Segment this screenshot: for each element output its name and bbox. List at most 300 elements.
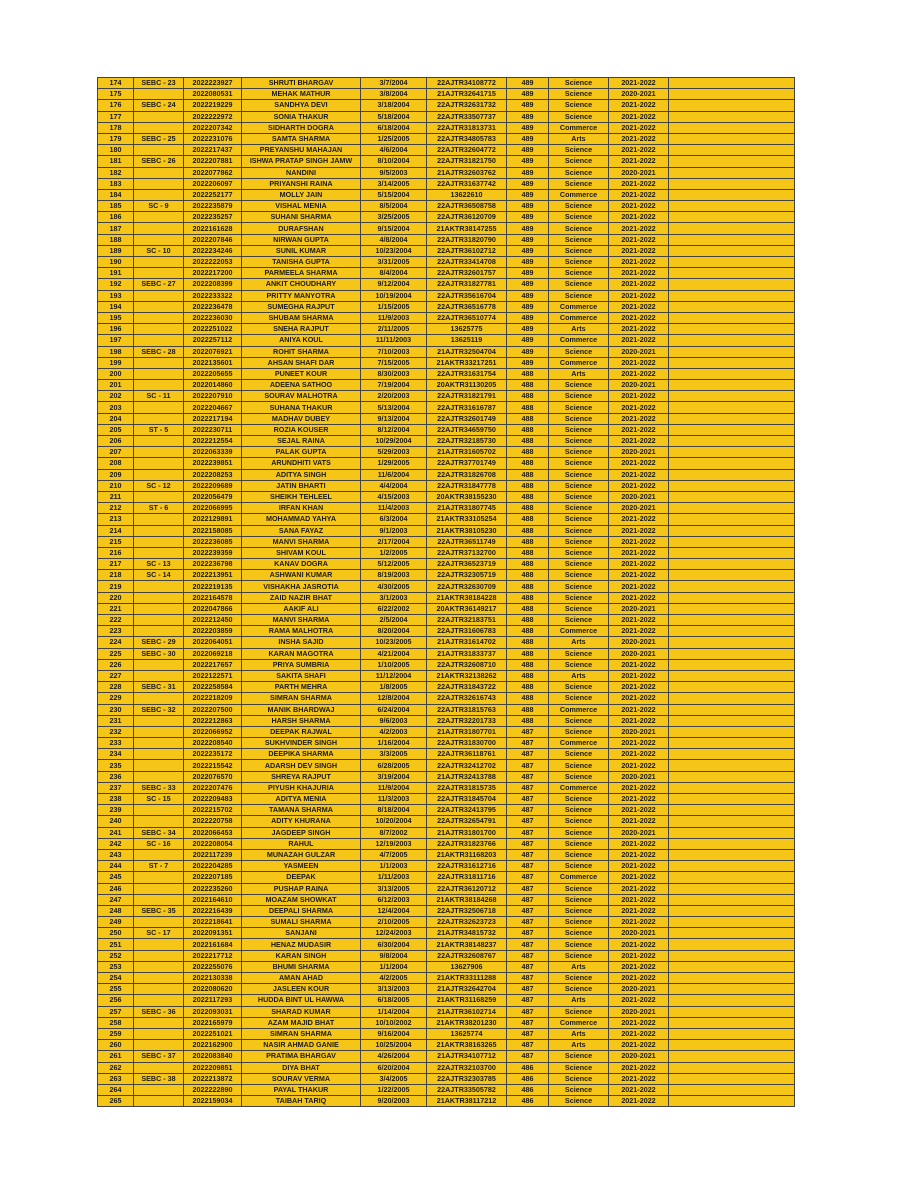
stream-cell: Science: [549, 749, 609, 760]
student-name-cell: PAYAL THAKUR: [242, 1084, 361, 1095]
serial-number-cell: 183: [98, 178, 134, 189]
roll-number-cell: 22AJTR32601757: [427, 268, 507, 279]
category-rank-cell: SEBC - 28: [134, 346, 184, 357]
marks-cell: 489: [507, 122, 549, 133]
session-cell: 2020-2021: [609, 603, 669, 614]
date-of-birth-cell: 5/15/2004: [361, 189, 427, 200]
date-of-birth-cell: 2/10/2005: [361, 917, 427, 928]
date-of-birth-cell: 11/9/2003: [361, 312, 427, 323]
category-rank-cell: SEBC - 31: [134, 682, 184, 693]
roll-number-cell: 22AJTR31821750: [427, 156, 507, 167]
serial-number-cell: 261: [98, 1051, 134, 1062]
session-cell: 2021-2022: [609, 961, 669, 972]
serial-number-cell: 174: [98, 78, 134, 89]
date-of-birth-cell: 9/5/2003: [361, 167, 427, 178]
roll-number-cell: 21AJTR31833737: [427, 648, 507, 659]
registration-number-cell: 2022222890: [184, 1084, 242, 1095]
empty-cell: [669, 122, 795, 133]
table-row: [98, 1040, 795, 1051]
serial-number-cell: 238: [98, 794, 134, 805]
stream-cell: Science: [549, 939, 609, 950]
session-cell: 2020-2021: [609, 771, 669, 782]
table-row: [98, 78, 795, 89]
date-of-birth-cell: 5/29/2003: [361, 447, 427, 458]
table-row: [98, 156, 795, 167]
marks-cell: 487: [507, 782, 549, 793]
marks-cell: 488: [507, 458, 549, 469]
registration-number-cell: 2022215702: [184, 805, 242, 816]
stream-cell: Science: [549, 290, 609, 301]
serial-number-cell: 203: [98, 402, 134, 413]
stream-cell: Science: [549, 279, 609, 290]
stream-cell: Science: [549, 480, 609, 491]
stream-cell: Science: [549, 234, 609, 245]
student-name-cell: NIRWAN GUPTA: [242, 234, 361, 245]
marks-cell: 489: [507, 268, 549, 279]
serial-number-cell: 243: [98, 849, 134, 860]
roll-number-cell: 22AJTR31811716: [427, 872, 507, 883]
table-row: [98, 391, 795, 402]
marks-cell: 488: [507, 402, 549, 413]
serial-number-cell: 219: [98, 581, 134, 592]
date-of-birth-cell: 10/25/2004: [361, 1040, 427, 1051]
session-cell: 2020-2021: [609, 89, 669, 100]
session-cell: 2021-2022: [609, 368, 669, 379]
roll-number-cell: 21AKTR38105230: [427, 525, 507, 536]
registration-number-cell: 2022235260: [184, 883, 242, 894]
registration-number-cell: 2022080620: [184, 984, 242, 995]
registration-number-cell: 2022064051: [184, 637, 242, 648]
marks-cell: 489: [507, 100, 549, 111]
roll-number-cell: 22AJTR32103700: [427, 1062, 507, 1073]
serial-number-cell: 214: [98, 525, 134, 536]
table-row: [98, 514, 795, 525]
registration-number-cell: 2022258584: [184, 682, 242, 693]
marks-cell: 489: [507, 234, 549, 245]
empty-cell: [669, 212, 795, 223]
marks-cell: 488: [507, 615, 549, 626]
stream-cell: Science: [549, 559, 609, 570]
table-row: [98, 917, 795, 928]
session-cell: 2021-2022: [609, 861, 669, 872]
student-name-cell: SHARAD KUMAR: [242, 1006, 361, 1017]
table-row: [98, 861, 795, 872]
empty-cell: [669, 145, 795, 156]
student-name-cell: MOLLY JAIN: [242, 189, 361, 200]
empty-cell: [669, 391, 795, 402]
session-cell: 2021-2022: [609, 212, 669, 223]
registration-number-cell: 2022233322: [184, 290, 242, 301]
category-rank-cell: [134, 592, 184, 603]
empty-cell: [669, 883, 795, 894]
student-name-cell: PUNEET KOUR: [242, 368, 361, 379]
student-name-cell: JAGDEEP SINGH: [242, 827, 361, 838]
marks-cell: 489: [507, 111, 549, 122]
roll-number-cell: 21AJTR36102714: [427, 1006, 507, 1017]
empty-cell: [669, 928, 795, 939]
student-name-cell: PARMEELA SHARMA: [242, 268, 361, 279]
serial-number-cell: 248: [98, 905, 134, 916]
marks-cell: 487: [507, 883, 549, 894]
empty-cell: [669, 458, 795, 469]
category-rank-cell: [134, 402, 184, 413]
empty-cell: [669, 592, 795, 603]
serial-number-cell: 241: [98, 827, 134, 838]
stream-cell: Science: [549, 883, 609, 894]
category-rank-cell: [134, 1084, 184, 1095]
serial-number-cell: 202: [98, 391, 134, 402]
student-name-cell: ADARSH DEV SINGH: [242, 760, 361, 771]
serial-number-cell: 263: [98, 1073, 134, 1084]
registration-number-cell: 2022204285: [184, 861, 242, 872]
empty-cell: [669, 637, 795, 648]
roll-number-cell: 22AJTR37132700: [427, 547, 507, 558]
date-of-birth-cell: 9/13/2004: [361, 413, 427, 424]
session-cell: 2021-2022: [609, 905, 669, 916]
empty-cell: [669, 1062, 795, 1073]
roll-number-cell: 22AJTR32604772: [427, 145, 507, 156]
roll-number-cell: 21AKTR38148237: [427, 939, 507, 950]
table-row: [98, 682, 795, 693]
date-of-birth-cell: 11/6/2004: [361, 469, 427, 480]
session-cell: 2021-2022: [609, 995, 669, 1006]
student-name-cell: PREYANSHU MAHAJAN: [242, 145, 361, 156]
date-of-birth-cell: 6/18/2004: [361, 122, 427, 133]
student-name-cell: SUKHVINDER SINGH: [242, 738, 361, 749]
student-name-cell: SIMRAN SHARMA: [242, 1028, 361, 1039]
student-name-cell: ROZIA KOUSER: [242, 424, 361, 435]
table-row: [98, 592, 795, 603]
empty-cell: [669, 89, 795, 100]
roll-number-cell: 22AJTR32506718: [427, 905, 507, 916]
student-name-cell: DIYA BHAT: [242, 1062, 361, 1073]
student-name-cell: SHREYA RAJPUT: [242, 771, 361, 782]
student-name-cell: RAHUL: [242, 838, 361, 849]
marks-cell: 489: [507, 301, 549, 312]
table-row: [98, 1096, 795, 1107]
table-row: [98, 279, 795, 290]
serial-number-cell: 239: [98, 805, 134, 816]
empty-cell: [669, 368, 795, 379]
marks-cell: 488: [507, 480, 549, 491]
table-row: [98, 973, 795, 984]
category-rank-cell: [134, 178, 184, 189]
serial-number-cell: 233: [98, 738, 134, 749]
table-row: [98, 491, 795, 502]
category-rank-cell: [134, 715, 184, 726]
marks-cell: 488: [507, 503, 549, 514]
date-of-birth-cell: 1/25/2005: [361, 133, 427, 144]
serial-number-cell: 234: [98, 749, 134, 760]
session-cell: 2021-2022: [609, 436, 669, 447]
stream-cell: Science: [549, 167, 609, 178]
serial-number-cell: 253: [98, 961, 134, 972]
session-cell: 2020-2021: [609, 380, 669, 391]
stream-cell: Science: [549, 794, 609, 805]
table-row: [98, 760, 795, 771]
date-of-birth-cell: 4/21/2004: [361, 648, 427, 659]
category-rank-cell: [134, 626, 184, 637]
session-cell: 2020-2021: [609, 726, 669, 737]
date-of-birth-cell: 8/12/2004: [361, 424, 427, 435]
student-name-cell: PALAK GUPTA: [242, 447, 361, 458]
table-row: [98, 469, 795, 480]
table-row: [98, 223, 795, 234]
stream-cell: Science: [549, 950, 609, 961]
student-name-cell: SNEHA RAJPUT: [242, 324, 361, 335]
stream-cell: Science: [549, 469, 609, 480]
serial-number-cell: 217: [98, 559, 134, 570]
roll-number-cell: 22AJTR32631732: [427, 100, 507, 111]
category-rank-cell: SEBC - 35: [134, 905, 184, 916]
category-rank-cell: SEBC - 25: [134, 133, 184, 144]
registration-number-cell: 2022251022: [184, 324, 242, 335]
category-rank-cell: [134, 581, 184, 592]
serial-number-cell: 207: [98, 447, 134, 458]
category-rank-cell: [134, 491, 184, 502]
date-of-birth-cell: 3/7/2004: [361, 78, 427, 89]
student-name-cell: TAMANA SHARMA: [242, 805, 361, 816]
stream-cell: Science: [549, 816, 609, 827]
date-of-birth-cell: 8/30/2003: [361, 368, 427, 379]
serial-number-cell: 259: [98, 1028, 134, 1039]
empty-cell: [669, 480, 795, 491]
empty-cell: [669, 1028, 795, 1039]
empty-cell: [669, 872, 795, 883]
empty-cell: [669, 357, 795, 368]
category-rank-cell: SEBC - 27: [134, 279, 184, 290]
roll-number-cell: 21AJTR34107712: [427, 1051, 507, 1062]
category-rank-cell: SEBC - 23: [134, 78, 184, 89]
empty-cell: [669, 816, 795, 827]
empty-cell: [669, 738, 795, 749]
empty-cell: [669, 559, 795, 570]
session-cell: 2021-2022: [609, 1062, 669, 1073]
empty-cell: [669, 659, 795, 670]
registration-number-cell: 2022165979: [184, 1017, 242, 1028]
roll-number-cell: 21AJTR31605702: [427, 447, 507, 458]
table-row: [98, 961, 795, 972]
stream-cell: Arts: [549, 995, 609, 1006]
stream-cell: Science: [549, 603, 609, 614]
empty-cell: [669, 581, 795, 592]
roll-number-cell: 21AKTR38163265: [427, 1040, 507, 1051]
empty-cell: [669, 189, 795, 200]
category-rank-cell: SEBC - 30: [134, 648, 184, 659]
session-cell: 2021-2022: [609, 111, 669, 122]
category-rank-cell: [134, 939, 184, 950]
empty-cell: [669, 950, 795, 961]
date-of-birth-cell: 6/24/2004: [361, 704, 427, 715]
marks-cell: 489: [507, 290, 549, 301]
category-rank-cell: [134, 984, 184, 995]
empty-cell: [669, 849, 795, 860]
registration-number-cell: 2022083840: [184, 1051, 242, 1062]
roll-number-cell: 22AJTR31813731: [427, 122, 507, 133]
roll-number-cell: 22AJTR31616787: [427, 402, 507, 413]
stream-cell: Science: [549, 805, 609, 816]
session-cell: 2020-2021: [609, 491, 669, 502]
roll-number-cell: 21AJTR34815732: [427, 928, 507, 939]
registration-number-cell: 2022205655: [184, 368, 242, 379]
session-cell: 2021-2022: [609, 760, 669, 771]
category-rank-cell: SC - 13: [134, 559, 184, 570]
marks-cell: 488: [507, 704, 549, 715]
stream-cell: Science: [549, 436, 609, 447]
table-row: [98, 122, 795, 133]
table-row: [98, 346, 795, 357]
date-of-birth-cell: 7/19/2004: [361, 380, 427, 391]
student-name-cell: ANKIT CHOUDHARY: [242, 279, 361, 290]
student-name-cell: SHUBAM SHARMA: [242, 312, 361, 323]
stream-cell: Science: [549, 201, 609, 212]
marks-cell: 489: [507, 78, 549, 89]
table-row: [98, 201, 795, 212]
registration-number-cell: 2022208540: [184, 738, 242, 749]
stream-cell: Commerce: [549, 189, 609, 200]
session-cell: 2021-2022: [609, 201, 669, 212]
roll-number-cell: 22AJTR36511749: [427, 536, 507, 547]
session-cell: 2021-2022: [609, 950, 669, 961]
marks-cell: 487: [507, 939, 549, 950]
table-row: [98, 335, 795, 346]
session-cell: 2021-2022: [609, 290, 669, 301]
registration-number-cell: 2022217712: [184, 950, 242, 961]
registration-number-cell: 2022204667: [184, 402, 242, 413]
serial-number-cell: 206: [98, 436, 134, 447]
empty-cell: [669, 380, 795, 391]
roll-number-cell: 22AJTR32654791: [427, 816, 507, 827]
student-name-cell: ANIYA KOUL: [242, 335, 361, 346]
session-cell: 2021-2022: [609, 100, 669, 111]
empty-cell: [669, 234, 795, 245]
category-rank-cell: [134, 514, 184, 525]
category-rank-cell: [134, 324, 184, 335]
serial-number-cell: 184: [98, 189, 134, 200]
marks-cell: 489: [507, 133, 549, 144]
stream-cell: Commerce: [549, 626, 609, 637]
table-row: [98, 357, 795, 368]
table-row: [98, 536, 795, 547]
category-rank-cell: SEBC - 24: [134, 100, 184, 111]
table-row: [98, 648, 795, 659]
registration-number-cell: 2022217200: [184, 268, 242, 279]
table-row: [98, 805, 795, 816]
serial-number-cell: 211: [98, 491, 134, 502]
marks-cell: 488: [507, 559, 549, 570]
stream-cell: Science: [549, 525, 609, 536]
stream-cell: Arts: [549, 324, 609, 335]
serial-number-cell: 258: [98, 1017, 134, 1028]
date-of-birth-cell: 10/23/2004: [361, 245, 427, 256]
session-cell: 2021-2022: [609, 245, 669, 256]
stream-cell: Commerce: [549, 357, 609, 368]
registration-number-cell: 2022014860: [184, 380, 242, 391]
category-rank-cell: [134, 536, 184, 547]
serial-number-cell: 201: [98, 380, 134, 391]
serial-number-cell: 230: [98, 704, 134, 715]
date-of-birth-cell: 6/12/2003: [361, 894, 427, 905]
marks-cell: 487: [507, 760, 549, 771]
roll-number-cell: 21AJTR32603762: [427, 167, 507, 178]
roll-number-cell: 22AJTR31815763: [427, 704, 507, 715]
empty-cell: [669, 682, 795, 693]
category-rank-cell: [134, 961, 184, 972]
student-name-cell: ADITYA MENIA: [242, 794, 361, 805]
marks-cell: 487: [507, 995, 549, 1006]
roll-number-cell: 22AJTR32201733: [427, 715, 507, 726]
empty-cell: [669, 514, 795, 525]
serial-number-cell: 218: [98, 570, 134, 581]
student-name-cell: PRIYANSHI RAINA: [242, 178, 361, 189]
empty-cell: [669, 603, 795, 614]
student-name-cell: MADHAV DUBEY: [242, 413, 361, 424]
table-row: [98, 637, 795, 648]
stream-cell: Science: [549, 380, 609, 391]
empty-cell: [669, 290, 795, 301]
category-rank-cell: [134, 1096, 184, 1107]
marks-cell: 486: [507, 1084, 549, 1095]
session-cell: 2021-2022: [609, 838, 669, 849]
registration-number-cell: 2022216439: [184, 905, 242, 916]
date-of-birth-cell: 7/10/2003: [361, 346, 427, 357]
empty-cell: [669, 100, 795, 111]
session-cell: 2020-2021: [609, 346, 669, 357]
serial-number-cell: 220: [98, 592, 134, 603]
serial-number-cell: 177: [98, 111, 134, 122]
student-name-cell: INSHA SAJID: [242, 637, 361, 648]
session-cell: 2021-2022: [609, 670, 669, 681]
marks-cell: 489: [507, 245, 549, 256]
registration-number-cell: 2022076921: [184, 346, 242, 357]
empty-cell: [669, 861, 795, 872]
student-name-cell: SUHANA THAKUR: [242, 402, 361, 413]
category-rank-cell: [134, 547, 184, 558]
roll-number-cell: 22AJTR31823766: [427, 838, 507, 849]
category-rank-cell: [134, 257, 184, 268]
marks-cell: 489: [507, 335, 549, 346]
date-of-birth-cell: 3/13/2003: [361, 984, 427, 995]
student-name-cell: PARTH MEHRA: [242, 682, 361, 693]
roll-number-cell: 21AJTR32642704: [427, 984, 507, 995]
date-of-birth-cell: 8/18/2004: [361, 805, 427, 816]
serial-number-cell: 246: [98, 883, 134, 894]
table-row: [98, 659, 795, 670]
serial-number-cell: 260: [98, 1040, 134, 1051]
student-name-cell: AZAM MAJID BHAT: [242, 1017, 361, 1028]
session-cell: 2021-2022: [609, 279, 669, 290]
marks-cell: 486: [507, 1062, 549, 1073]
student-name-cell: JATIN BHARTI: [242, 480, 361, 491]
stream-cell: Arts: [549, 368, 609, 379]
table-row: [98, 424, 795, 435]
session-cell: 2021-2022: [609, 1028, 669, 1039]
session-cell: 2021-2022: [609, 1084, 669, 1095]
date-of-birth-cell: 11/4/2003: [361, 503, 427, 514]
registration-number-cell: 2022235172: [184, 749, 242, 760]
stream-cell: Science: [549, 581, 609, 592]
marks-cell: 488: [507, 525, 549, 536]
stream-cell: Commerce: [549, 738, 609, 749]
empty-cell: [669, 335, 795, 346]
marks-cell: 488: [507, 547, 549, 558]
table-row: [98, 1017, 795, 1028]
student-name-cell: JASLEEN KOUR: [242, 984, 361, 995]
student-name-cell: SHRUTI BHARGAV: [242, 78, 361, 89]
registration-number-cell: 2022257112: [184, 335, 242, 346]
registration-number-cell: 2022236030: [184, 312, 242, 323]
registration-number-cell: 2022207910: [184, 391, 242, 402]
